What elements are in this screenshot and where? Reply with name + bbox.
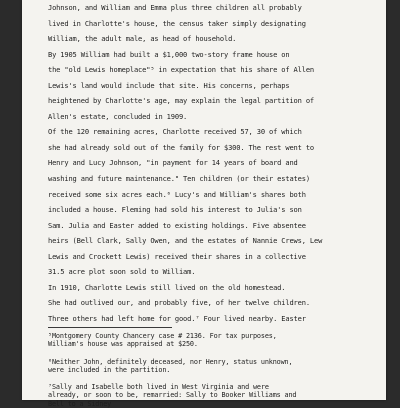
text-line: included a house. Fleming had sold his interest to Julia's son xyxy=(48,205,302,215)
text-line: Allen's estate, concluded in 1909. xyxy=(48,111,188,121)
text-line: Lewis's land would include that site. His concerns, perhaps xyxy=(48,80,290,90)
text-line: heirs (Bell Clark, Sally Owen, and the estates of Nannie Crews, Lew xyxy=(48,236,323,246)
text-line: Three others had left home for good.⁷ Four lived nearby. Easter xyxy=(48,313,306,323)
footnote-7 xyxy=(48,383,378,408)
text-line: 31.5 acre plot soon sold to William. xyxy=(48,267,196,277)
text-line: William, the adult male, as head of household. xyxy=(48,34,237,44)
text-line: heightened by Charlotte's age, may explain the legal partition of xyxy=(48,96,315,106)
footnote-line: ⁷Sally and Isabelle both lived in West Virginia and were xyxy=(48,383,269,392)
body-text xyxy=(48,0,378,326)
text-line: Lewis and Crockett Lewis) received their shares in a collective xyxy=(48,251,306,261)
text-line: received some six acres each.⁶ Lucy's and William's shares both xyxy=(48,189,306,199)
footnote-line: were included in the partition. xyxy=(48,365,171,374)
footnotes xyxy=(48,332,378,408)
text-line: Henry and Lucy Johnson, "in payment for 14 years of board and xyxy=(48,158,298,168)
text-line: the "old Lewis homeplace"⁵ in expectation that his share of Allen xyxy=(48,65,315,75)
footnote-line: Bell to a Sidney xyxy=(48,399,112,408)
text-line: In 1910, Charlotte Lewis still lived on the old homestead. xyxy=(48,282,286,292)
footnote-line: ⁵Montgomery County Chancery case # 2136. For tax purposes, xyxy=(48,332,277,340)
footnote-line: already, or soon to be, remarried: Sally to Booker Williams and xyxy=(48,391,297,400)
footnote-line: William's house was appraised at $250. xyxy=(48,340,198,349)
footnote-5 xyxy=(48,332,378,349)
footnote-line: ⁶Neither John, definitely deceased, nor Henry, status unknown, xyxy=(48,357,293,366)
text-line: lived in Charlotte's house, the census taker simply designating xyxy=(48,18,306,28)
footnote-divider xyxy=(48,327,172,328)
text-line: Of the 120 remaining acres, Charlotte received 57, 30 of which xyxy=(48,127,302,137)
text-line: she had already sold out of the family for $300. The rest went to xyxy=(48,142,315,152)
text-line: She had outlived our, and probably five, of her twelve children. xyxy=(48,298,310,308)
document-page xyxy=(22,0,386,408)
text-line: Johnson, and William and Emma plus three children all probably xyxy=(48,3,302,12)
footnote-6 xyxy=(48,358,378,375)
text-line: Sam. Julia and Easter added to existing holdings. Five absentee xyxy=(48,220,306,230)
text-line: By 1905 William had built a $1,000 two-story frame house on xyxy=(48,49,290,59)
text-line: washing and future maintenance." Ten children (or their estates) xyxy=(48,174,310,184)
